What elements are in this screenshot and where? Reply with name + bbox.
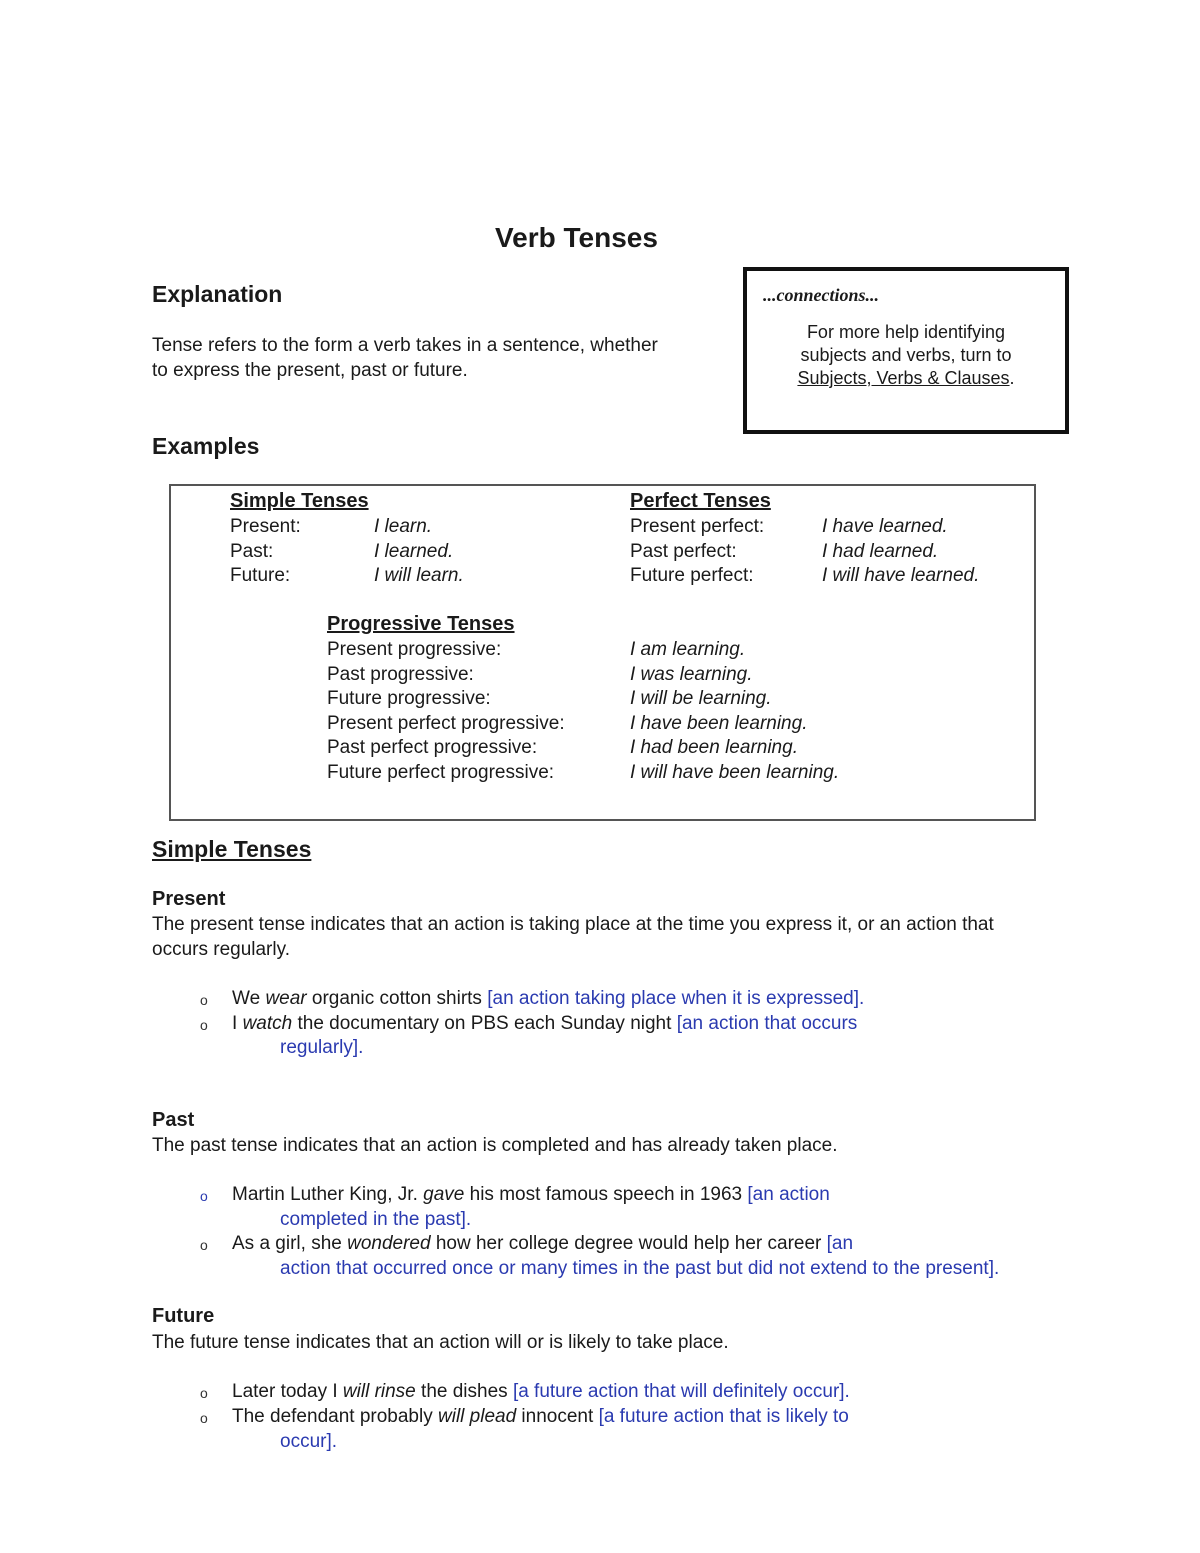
- simple-label: Past:: [230, 540, 274, 562]
- example-note: [a future action that is likely to: [598, 1406, 849, 1427]
- example-text: the dishes: [415, 1381, 513, 1402]
- connections-box: [743, 267, 1069, 434]
- progressive-value: I have been learning.: [630, 712, 808, 734]
- example-text: the documentary on PBS each Sunday night: [292, 1013, 677, 1034]
- example-verb: will plead: [438, 1406, 517, 1427]
- progressive-value: I will be learning.: [630, 688, 772, 709]
- present-line-2: occurs regularly.: [152, 939, 290, 960]
- bullet-icon: o: [200, 992, 208, 1008]
- bullet-icon: o: [200, 1385, 208, 1401]
- example-note: [a future action that will definitely occur].: [512, 1381, 850, 1402]
- present-description: [152, 912, 994, 962]
- progressive-label: Future progressive:: [327, 688, 491, 709]
- example-verb: wondered: [347, 1233, 431, 1254]
- past-heading: Past: [152, 1109, 195, 1131]
- perfect-label: Present perfect:: [630, 516, 765, 537]
- perfect-value: I have learned.: [822, 516, 948, 537]
- example-text: Later today I: [232, 1381, 343, 1402]
- future-heading: Future: [152, 1305, 215, 1327]
- example-text: innocent: [516, 1406, 599, 1427]
- connections-heading: ...connections...: [763, 285, 880, 305]
- past-example-2-cont: action that occurred once or many times in the past but did not extend to the present].: [280, 1258, 1000, 1279]
- present-example-1: [232, 986, 864, 1011]
- page-title: Verb Tenses: [495, 222, 658, 253]
- example-note: [an action that occurs: [676, 1013, 858, 1034]
- simple-value: I will learn.: [374, 565, 464, 586]
- explanation-heading: Explanation: [152, 281, 283, 307]
- present-line-1: The present tense indicates that an action is taking place at the time you express it, or an action that: [152, 914, 994, 935]
- progressive-label: Past progressive:: [327, 663, 474, 685]
- example-note: [an action: [747, 1184, 830, 1205]
- examples-heading: Examples: [152, 433, 260, 459]
- example-note: [an: [826, 1233, 854, 1254]
- present-example-2: [232, 1011, 857, 1036]
- progressive-value: I had been learning.: [630, 737, 798, 758]
- explanation-line-1: Tense refers to the form a verb takes in a sentence, whether: [152, 335, 658, 356]
- explanation-line-2: to express the present, past or future.: [152, 360, 468, 381]
- perfect-tense-values: [822, 515, 979, 589]
- simple-value: I learn.: [374, 516, 433, 537]
- example-text: We: [232, 988, 266, 1009]
- example-verb: wear: [265, 988, 307, 1009]
- simple-tense-labels: [230, 515, 301, 589]
- perfect-tense-labels: [630, 515, 764, 589]
- future-description: The future tense indicates that an action will or is likely to take place.: [152, 1332, 729, 1353]
- simple-value: I learned.: [374, 540, 454, 562]
- past-example-1: [232, 1182, 830, 1207]
- example-verb: watch: [242, 1013, 293, 1034]
- simple-label: Future:: [230, 565, 291, 586]
- perfect-label: Past perfect:: [630, 540, 737, 562]
- progressive-label: Present progressive:: [327, 639, 502, 660]
- connections-period: .: [1009, 368, 1015, 388]
- connections-line-1: For more help identifying: [806, 322, 1006, 342]
- example-text: I: [232, 1013, 243, 1034]
- example-text: Martin Luther King, Jr.: [232, 1184, 424, 1205]
- future-example-2: [232, 1404, 849, 1429]
- progressive-label: Present perfect progressive:: [327, 712, 565, 734]
- simple-tenses-section-heading: Simple Tenses: [152, 836, 312, 862]
- past-description: The past tense indicates that an action is completed and has already taken place.: [152, 1135, 838, 1156]
- bullet-icon: o: [200, 1017, 208, 1033]
- simple-label: Present:: [230, 516, 301, 537]
- bullet-icon: o: [200, 1410, 208, 1426]
- present-example-2-cont: regularly].: [280, 1037, 364, 1058]
- perfect-tenses-heading: Perfect Tenses: [630, 490, 771, 512]
- future-example-1: [232, 1379, 850, 1404]
- progressive-value: I was learning.: [630, 663, 753, 685]
- example-text: his most famous speech in 1963: [464, 1184, 748, 1205]
- example-verb: gave: [423, 1184, 465, 1205]
- present-heading: Present: [152, 888, 226, 910]
- example-text: As a girl, she: [232, 1233, 348, 1254]
- example-note: [an action taking place when it is expressed].: [487, 988, 865, 1009]
- example-text: how her college degree would help her career: [430, 1233, 827, 1254]
- progressive-tense-values: [630, 638, 839, 785]
- simple-tense-values: [374, 515, 464, 589]
- progressive-label: Future perfect progressive:: [327, 761, 555, 783]
- example-verb: will rinse: [342, 1381, 416, 1402]
- progressive-tense-labels: [327, 638, 565, 785]
- explanation-text: [152, 333, 658, 383]
- subjects-verbs-clauses-link[interactable]: Subjects, Verbs & Clauses: [797, 368, 1010, 388]
- bullet-icon: o: [200, 1188, 208, 1204]
- simple-tenses-heading: Simple Tenses: [230, 490, 369, 512]
- progressive-value: I will have been learning.: [630, 761, 840, 783]
- bullet-icon: o: [200, 1237, 208, 1253]
- perfect-value: I had learned.: [822, 540, 939, 562]
- progressive-label: Past perfect progressive:: [327, 737, 538, 758]
- past-example-1-cont: completed in the past].: [280, 1209, 472, 1230]
- perfect-value: I will have learned.: [822, 565, 980, 586]
- example-text: organic cotton shirts: [306, 988, 488, 1009]
- past-example-2: [232, 1231, 853, 1256]
- future-example-2-cont: occur].: [280, 1431, 338, 1452]
- connections-body: [747, 321, 1065, 390]
- example-text: The defendant probably: [232, 1406, 438, 1427]
- progressive-value: I am learning.: [630, 639, 746, 660]
- perfect-label: Future perfect:: [630, 565, 754, 586]
- connections-line-2: subjects and verbs, turn to: [800, 345, 1012, 365]
- progressive-tenses-heading: Progressive Tenses: [327, 613, 515, 635]
